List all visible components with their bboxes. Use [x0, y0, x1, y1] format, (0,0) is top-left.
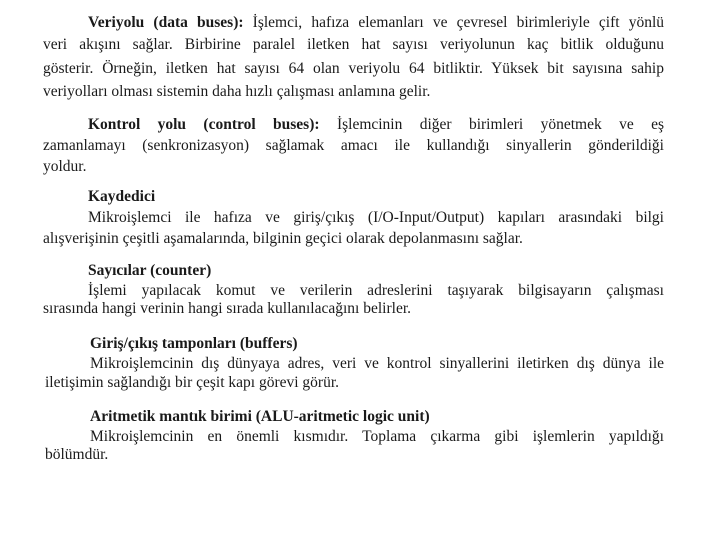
paragraph-line: zamanlamayı (senkronizasyon) sağlamak amacı ile kullandığı sinyallerin gönderildiği [43, 137, 664, 154]
paragraph-line: bölümdür. [45, 446, 109, 463]
section-first-line [88, 14, 664, 32]
section-title: Giriş/çıkış tamponları (buffers) [90, 335, 298, 352]
paragraph-line: iletişimin sağlandığı bir çeşit kapı görevi görür. [45, 374, 340, 391]
paragraph-line: Mikroişlemci ile hafıza ve giriş/çıkış (I/O-Input/Output) kapıları arasındaki bilgi [88, 209, 664, 226]
section-title: Aritmetik mantık birimi (ALU-aritmetic logic unit) [90, 408, 430, 425]
paragraph-line: veri akışını sağlar. Birbirine paralel iletken hat sayısı veriyolunun kaç bitlik olduğunu [43, 36, 664, 53]
paragraph-line: veriyolları olması sistemin daha hızlı çalışması anlamına gelir. [43, 83, 431, 100]
paragraph-line: İşlemcinin diğer birimleri yönetmek ve eş [336, 116, 664, 133]
paragraph-line: sırasında hangi verinin hangi sırada kullanılacağını belirler. [43, 300, 412, 317]
paragraph-line: Mikroişlemcinin dış dünyaya adres, veri ve kontrol sinyallerini iletirken dış dünya ile [90, 355, 664, 372]
paragraph-line: gösterir. Örneğin, iletken hat sayısı 64 olan veriyolu 64 bitliktir. Yüksek bit sayısına sahip [43, 60, 664, 77]
paragraph-line: Mikroişlemcinin en önemli kısmıdır. Toplama çıkarma gibi işlemlerin yapıldığı [90, 428, 664, 445]
paragraph-line: alışverişinin çeşitli aşamalarında, bilginin geçici olarak depolanmasını sağlar. [43, 230, 523, 247]
section-title: Veriyolu (data buses): [88, 14, 244, 31]
section-title: Kaydedici [88, 188, 156, 205]
paragraph-line: İşlemi yapılacak komut ve verilerin adreslerini taşıyarak bilgisayarın çalışması [88, 282, 664, 299]
paragraph-line: yoldur. [43, 158, 87, 175]
paragraph-line: İşlemci, hafıza elemanları ve çevresel birimleriyle çift yönlü [252, 14, 665, 31]
section-title: Kontrol yolu (control buses): [88, 116, 320, 133]
section-title: Sayıcılar (counter) [88, 262, 212, 279]
section-first-line [88, 116, 664, 134]
